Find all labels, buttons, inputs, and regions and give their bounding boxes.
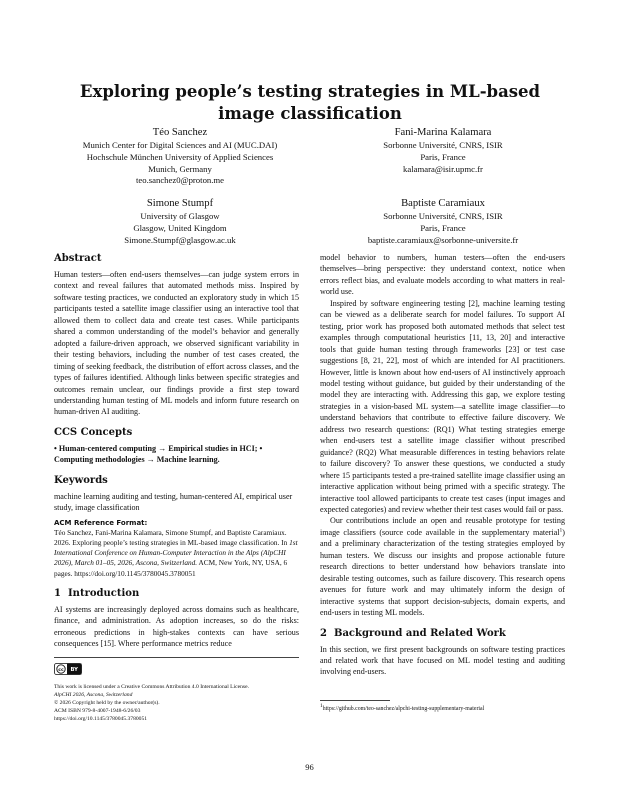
- creative-commons-icon: [54, 663, 82, 675]
- background-text: In this section, we first present backgrounds on software testing practices and related work that have focused on ML model testing and auditing involving end-users.: [320, 644, 565, 677]
- license-block: [54, 657, 304, 724]
- author-affiliation: Sorbonne Université, CNRS, ISIR: [383, 211, 503, 221]
- page-number: 96: [305, 762, 314, 772]
- ccs-heading: CCS Concepts: [54, 426, 133, 438]
- introduction-text: AI systems are increasingly deployed across domains such as healthcare, finance, and administration. As adoption increases, so do the risks: erroneous predictions in high-stakes contexts can have serious consequences [15]. Where performance metrics reduce: [54, 604, 299, 649]
- footnote-text: $^1$https://github.com/teo-sanchez/alpchi-testing-supplementary-material: [320, 703, 485, 712]
- author-location: Munich, Germany: [148, 163, 212, 174]
- author-email: Simone.Stumpf@glasgow.ac.uk: [124, 234, 236, 245]
- left-column: [54, 252, 299, 650]
- author-name: Baptiste Caramiaux: [401, 198, 485, 209]
- ccs-concepts: [54, 443, 299, 466]
- author-block: [318, 197, 568, 246]
- author-affiliation: Sorbonne Université, CNRS, ISIR: [383, 140, 503, 150]
- paper-title: Exploring people’s testing strategies in ML-based image classification: [79, 82, 541, 123]
- background-heading: 2 Background and Related Work: [320, 627, 506, 639]
- author-name: Simone Stumpf: [146, 198, 214, 209]
- isbn-line: ACM ISBN 979-8-4007-1948-6/26/03: [54, 707, 141, 714]
- introduction-continued: model behavior to numbers, human testers—often the end-users themselves—bring perspective: they understand context, notice when errors reflect bias, and evaluate models according to what matters in real-world use.: [320, 253, 565, 297]
- copyright-line: © 2026 Copyright held by the owner/author(s).: [54, 699, 160, 706]
- author-affiliation: Munich Center for Digital Sciences and AI (MUC.DAI): [82, 140, 278, 150]
- author-block: [52, 126, 308, 187]
- doi-line: https://doi.org/10.1145/3780045.3780051: [54, 715, 148, 722]
- author-name: Téo Sanchez: [152, 127, 208, 138]
- footnote-divider: [320, 700, 390, 701]
- ccs-line-2: Computing methodologies → Machine learning.: [54, 455, 220, 465]
- author-affiliation: University of Glasgow: [140, 211, 220, 221]
- abstract-text: Human testers—often end-users themselves—can judge system errors in context and reveal failures that automated methods miss. Inspired by software testing practices, we conducted an exploratory study in which 15 participants tested a satellite image classifier using an interactive tool that allowed them to collect data and create test cases. While participants shared a common understanding of the model’s behavior and generally adopted a failure-driven approach, we observed significant variability in their testing behaviors, including the number of test cases created, the timing of seeking feedback, the distribution of effort across classes, and the types of failures identified. Although links between specific strategies and outcomes remain unclear, our findings provide a first step toward understanding human testing of ML models and inform future research on human-driven AI auditing.: [54, 270, 299, 417]
- conference-venue: AlpCHI 2026, Ascona, Switzerland: [54, 691, 133, 698]
- license-statement: This work is licensed under a Creative Commons Attribution 4.0 International License.: [54, 684, 249, 690]
- abstract-heading: Abstract: [54, 253, 102, 264]
- keywords-heading: Keywords: [54, 474, 108, 486]
- contributions-paragraph: Our contributions include an open and reusable prototype for testing image classifiers (source code available in the supplementary material$^1$) and a preliminary characterization of the testing strategies employed by human testers. We discuss our insights and propose actionable future research directions to better understand how behaviors translate into desirable testing outcomes, such as failure discovery. This research opens avenues for future work and may ultimately inform the design of interactive systems that support decision-subjects, domain experts, and end-users in testing ML models.: [320, 516, 565, 618]
- author-location: Paris, France: [420, 151, 466, 162]
- author-location: Paris, France: [420, 222, 466, 233]
- license-divider: [54, 657, 299, 658]
- author-email: teo.sanchez0@proton.me: [135, 175, 225, 186]
- svg-text:cc: cc: [58, 667, 64, 673]
- author-location: Glasgow, United Kingdom: [133, 222, 227, 233]
- introduction-heading: 1 Introduction: [54, 587, 140, 599]
- ccs-line-1: • Human-centered computing → Empirical studies in HCI; •: [54, 443, 263, 453]
- right-column: [320, 252, 565, 678]
- author-block: [318, 126, 568, 175]
- reference-format-heading: ACM Reference Format:: [54, 518, 148, 527]
- reference-format-text: Téo Sanchez, Fani-Marina Kalamara, Simone Stumpf, and Baptiste Caramiaux. 2026. Exploring people’s testing strategies in ML-based image classification. In 1st International Conference on Human-Computer Interaction in the Alps (AlpCHI 2026), March 01–05, 2026, Ascona, Switzerland. ACM, New York, NY, USA, 6 pages. https://doi.org/10.1145/3780045.3780051: [54, 527, 298, 578]
- author-name: Fani-Marina Kalamara: [394, 127, 492, 138]
- author-block: [52, 197, 308, 246]
- footnote-marker: 1: [559, 527, 563, 534]
- author-email: kalamara@isir.upmc.fr: [403, 163, 483, 174]
- svg-text:BY: BY: [70, 667, 78, 674]
- keywords-text: machine learning auditing and testing, human-centered AI, empirical user study, image classification: [54, 491, 293, 513]
- footnote: [320, 700, 565, 713]
- introduction-paragraph: Inspired by software engineering testing [2], machine learning testing can be viewed as a deliberate search for model failures. To support AI testing, prior work has proposed both automated methods that select test examples through computational heuristics [11, 13, 20] and interactive tools that guide human testing through frameworks [23] or test case suggestions [8, 21, 22], most of which are intended for AI practitioners. However, little is known about how end-users of AI instinctively approach model testing without guidance, but guided by their understanding of the model they are interacting with. Addressing this gap, we explore testing strategies in a vision-based ML system—a satellite image classifier—to understand behaviors that contribute to effective failure discovery. We address two research questions: (RQ1) What testing strategies emerge when end-users test a satellite image classifier without prescribed guidance? (RQ2) What measurable differences in testing behaviors relate to failure discovery? To answer these questions, we conducted a study where 15 participants tested a pre-trained satellite image classifier using an interactive application without being primed with a specific strategy. The interactive tool allowed participants to create test cases (input images and expected categories) and review whether their test cases would fail or pass.: [320, 298, 565, 514]
- author-email: baptiste.caramiaux@sorbonne-universite.fr: [367, 234, 519, 245]
- author-affiliation: Hochschule München University of Applied Sciences: [86, 151, 274, 162]
